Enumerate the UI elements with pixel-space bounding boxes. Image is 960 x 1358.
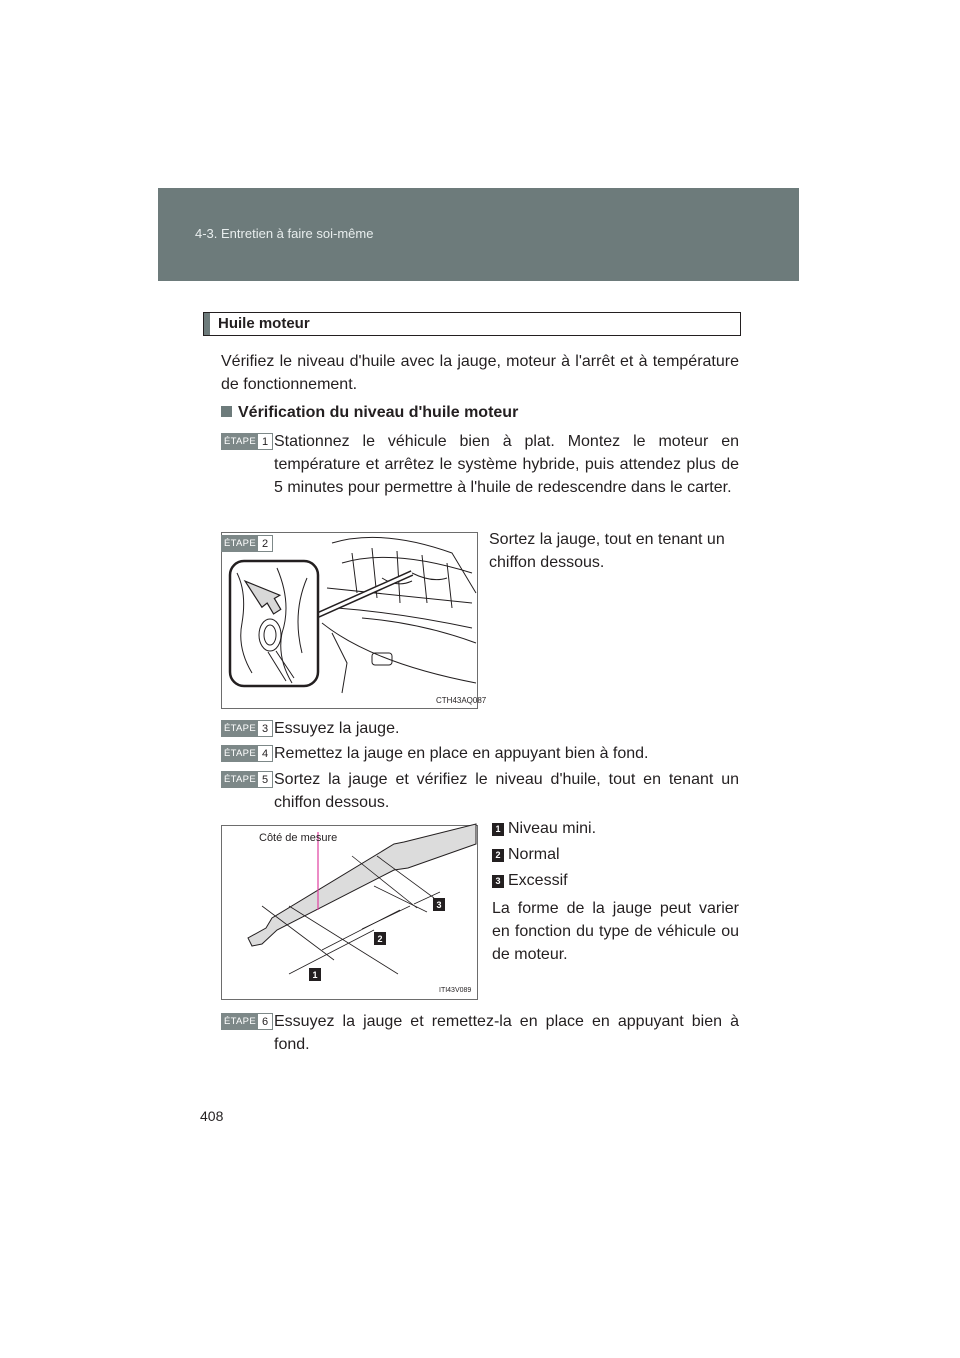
step-4-text: Remettez la jauge en place en appuyant bien à fond. <box>274 745 649 762</box>
figure-2-code: ITI43V089 <box>439 987 472 994</box>
legend-item-2: 2 Normal <box>492 846 560 864</box>
figure-badge-2: 2 <box>374 932 386 945</box>
etape-badge-4: ÉTAPE 4 <box>221 745 273 762</box>
dipstick-figure <box>221 825 478 1000</box>
etape-badge-6: ÉTAPE 6 <box>221 1013 273 1030</box>
intro-paragraph: Vérifiez le niveau d'huile avec la jauge, moteur à l'arrêt et à température de fonctionnement. <box>221 353 739 393</box>
figure-badge-3: 3 <box>433 898 445 911</box>
step-3-text: Essuyez la jauge. <box>274 720 400 737</box>
square-bullet-icon <box>221 406 232 417</box>
etape-badge-5: ÉTAPE 5 <box>221 771 273 788</box>
etape-badge-2: ÉTAPE 2 <box>221 535 273 552</box>
etape-badge-1: ÉTAPE 1 <box>221 433 273 450</box>
legend-item-1: 1 Niveau mini. <box>492 820 596 838</box>
step-1-text: Stationnez le véhicule bien à plat. Montez le moteur en température et arrêtez le système hybride, puis attendez plus de 5 minutes pour permettre à l'huile de redescendre dans le carter. <box>274 433 739 496</box>
note-paragraph: La forme de la jauge peut varier en fonction du type de véhicule ou de moteur. <box>492 900 739 963</box>
figure-1-code: CTH43AQ087 <box>436 696 487 705</box>
figure-badge-1: 1 <box>309 968 321 981</box>
step-5-text: Sortez la jauge et vérifiez le niveau d'huile, tout en tenant un chiffon dessous. <box>274 771 739 811</box>
section-title-box <box>203 312 741 336</box>
engine-figure <box>221 532 487 709</box>
subheading-text: Vérification du niveau d'huile moteur <box>238 404 519 421</box>
etape-badge-3: ÉTAPE 3 <box>221 720 273 737</box>
step-6-text: Essuyez la jauge et remettez-la en place en appuyant bien à fond. <box>274 1013 739 1053</box>
section-bar <box>204 313 210 335</box>
legend-item-3: 3 Excessif <box>492 872 568 890</box>
breadcrumb: 4-3. Entretien à faire soi-même <box>195 226 374 241</box>
page-header <box>158 188 799 281</box>
subheading <box>221 404 518 422</box>
step-2-text: Sortez la jauge, tout en tenant un chiffon dessous. <box>489 531 725 571</box>
callout-label: Côté de mesure <box>259 832 338 844</box>
page-number: 408 <box>200 1108 224 1124</box>
section-title: Huile moteur <box>218 315 310 332</box>
